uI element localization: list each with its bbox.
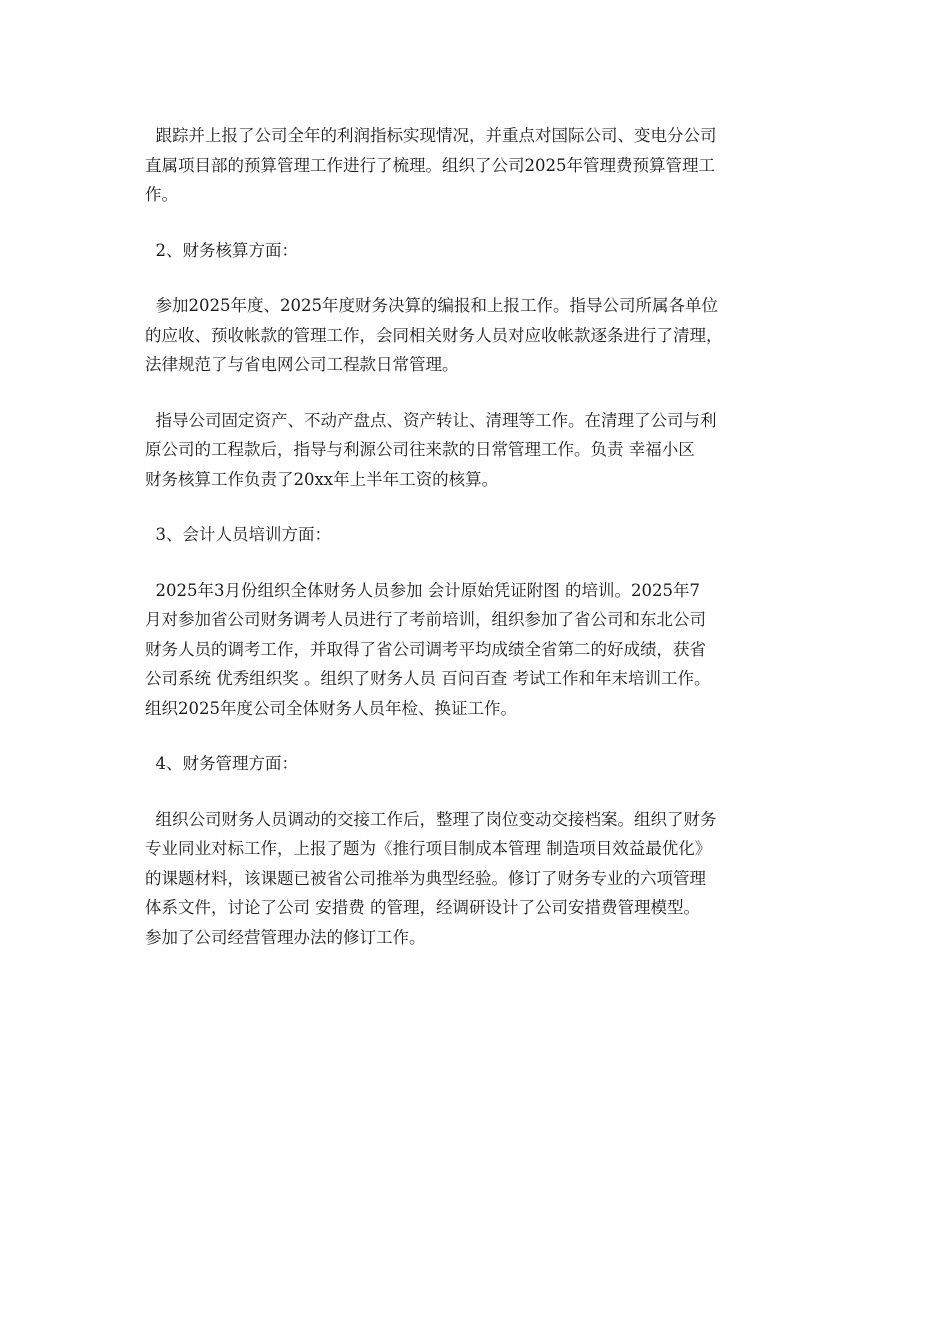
text-line: 的应收、预收帐款的管理工作，会同相关财务人员对应收帐款逐条进行了清理， [145,325,723,345]
text-line: 指导公司固定资产、不动产盘点、资产转让、清理等工作。在清理了公司与利 [145,410,717,430]
text-line: 组织公司财务人员调动的交接工作后，整理了岗位变动交接档案。组织了财务 [145,809,717,829]
paragraph-training [145,576,815,724]
text-line: 财务人员的调考工作，并取得了省公司调考平均成绩全省第二的好成绩，获省 [145,639,706,659]
text-line: 月对参加省公司财务调考人员进行了考前培训，组织参加了省公司和东北公司 [145,610,706,629]
text-line: 组织2025年度公司全体财务人员年检、换证工作。 [145,698,517,718]
text-line: 原公司的工程款后，指导与利源公司往来款的日常管理工作。负责 幸福小区 [145,440,695,459]
text-line: 财务核算工作负责了20xx年上半年工资的核算。 [145,469,499,489]
section-heading-training [145,520,815,550]
paragraph-management [145,805,815,953]
section-heading-accounting [145,236,815,266]
paragraph-final-accounts [145,291,815,380]
text-line: 的课题材料，该课题已被省公司推举为典型经验。修订了财务专业的六项管理 [145,868,706,888]
text-line: 跟踪并上报了公司全年的利润指标实现情况，并重点对国际公司、变电分公司 [145,126,717,145]
text-line: 参加了公司经营管理办法的修订工作。 [145,927,426,947]
heading-line: 4、财务管理方面： [145,754,298,773]
text-line: 参加2025年度、2025年度财务决算的编报和上报工作。指导公司所属各单位 [145,296,718,315]
heading-line: 2、财务核算方面： [145,240,298,260]
text-line: 公司系统 优秀组织奖 。组织了财务人员 百问百查 考试工作和年末培训工作。 [145,669,711,688]
text-line: 2025年3月份组织全体财务人员参加 会计原始凭证附图 的培训。2025年7 [145,580,700,600]
document-body [145,121,815,978]
text-line: 作。 [145,185,178,204]
heading-line: 3、会计人员培训方面： [145,525,331,544]
text-line: 体系文件，讨论了公司 安措费 的管理，经调研设计了公司安措费管理模型。 [145,898,700,917]
paragraph-budget-tracking [145,121,815,210]
paragraph-fixed-assets [145,406,815,495]
section-heading-management [145,749,815,779]
text-line: 法律规范了与省电网公司工程款日常管理。 [145,355,459,374]
text-line: 直属项目部的预算管理工作进行了梳理。组织了公司2025年管理费预算管理工 [145,155,715,175]
text-line: 专业同业对标工作，上报了题为《推行项目制成本管理 制造项目效益最优化》 [145,839,712,858]
